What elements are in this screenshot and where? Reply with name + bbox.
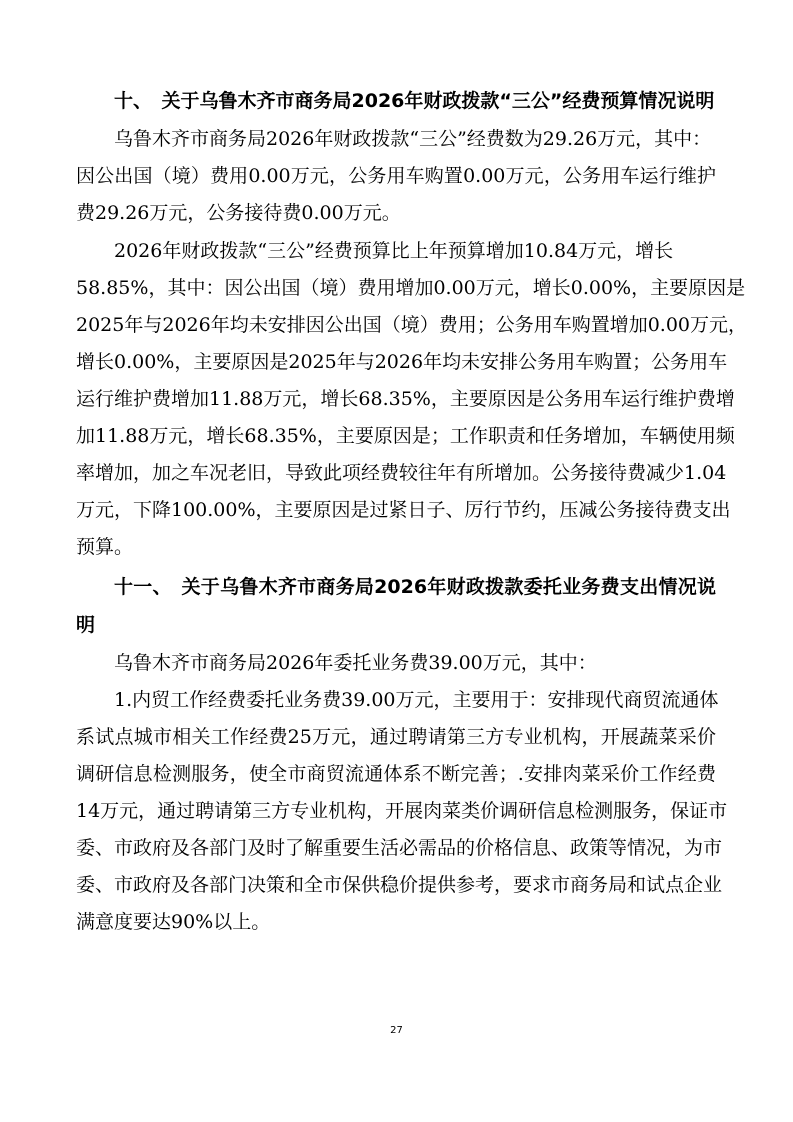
section-11-para1: 乌鲁木齐市商务局2026年委托业务费39.00万元，其中： <box>114 652 597 674</box>
section-11-para2-line4: 14万元，通过聘请第三方专业机构，开展肉菜类价调研信息检测服务，保证市 <box>76 800 728 822</box>
section-10-para2-line6: 加11.88万元，增长68.35%，主要原因是；工作职责和任务增加，车辆使用频 <box>76 425 735 447</box>
section-11-para2-line1: 1.内贸工作经费委托业务费39.00万元，主要用于：安排现代商贸流通体 <box>114 689 719 711</box>
section-11-para2-line6: 委、市政府及各部门决策和全市保供稳价提供参考，要求市商务局和试点企业 <box>76 874 723 896</box>
section-10-para2-line1: 2026年财政拨款“三公”经费预算比上年预算增加10.84万元，增长 <box>114 240 674 262</box>
section-10-para2-line7: 率增加，加之车况老旧，导致此项经费较往年有所增加。公务接待费减少1.04 <box>76 462 727 484</box>
section-11-para2-line3: 调研信息检测服务，使全市商贸流通体系不断完善；.安排肉菜采价工作经费 <box>76 763 716 785</box>
section-10-para1-line2: 因公出国（境）费用0.00万元，公务用车购置0.00万元，公务用车运行维护 <box>76 165 716 187</box>
section-11-heading-line1: 十一、 关于乌鲁木齐市商务局2026年财政拨款委托业务费支出情况说 <box>114 576 716 598</box>
section-11-para2-line5: 委、市政府及各部门及时了解重要生活必需品的价格信息、政策等情况，为市 <box>76 837 723 859</box>
section-10-heading: 十、 关于乌鲁木齐市商务局2026年财政拨款“三公”经费预算情况说明 <box>114 90 715 112</box>
page-number: 27 <box>390 1025 403 1036</box>
section-10-para2-line2: 58.85%，其中：因公出国（境）费用增加0.00万元，增长0.00%，主要原因是 <box>76 277 746 299</box>
section-10-para1-line3: 费29.26万元，公务接待费0.00万元。 <box>76 202 401 224</box>
section-11-para2-line7: 满意度要达90%以上。 <box>76 911 271 933</box>
section-10-para2-line4: 增长0.00%，主要原因是2025年与2026年均未安排公务用车购置；公务用车 <box>76 351 728 373</box>
section-11-para2-line2: 系试点城市相关工作经费25万元，通过聘请第三方专业机构，开展蔬菜采价 <box>76 726 716 748</box>
section-11-heading-line2: 明 <box>76 614 96 636</box>
section-10-para2-line3: 2025年与2026年均未安排因公出国（境）费用；公务用车购置增加0.00万元， <box>76 314 748 336</box>
section-10-para2-line5: 运行维护费增加11.88万元，增长68.35%，主要原因是公务用车运行维护费增 <box>76 388 735 410</box>
section-10-para2-line9: 预算。 <box>76 536 134 558</box>
section-10-para1-line1: 乌鲁木齐市商务局2026年财政拨款“三公”经费数为29.26万元，其中： <box>114 128 712 150</box>
section-10-para2-line8: 万元，下降100.00%，主要原因是过紧日子、厉行节约，压减公务接待费支出 <box>76 499 731 521</box>
